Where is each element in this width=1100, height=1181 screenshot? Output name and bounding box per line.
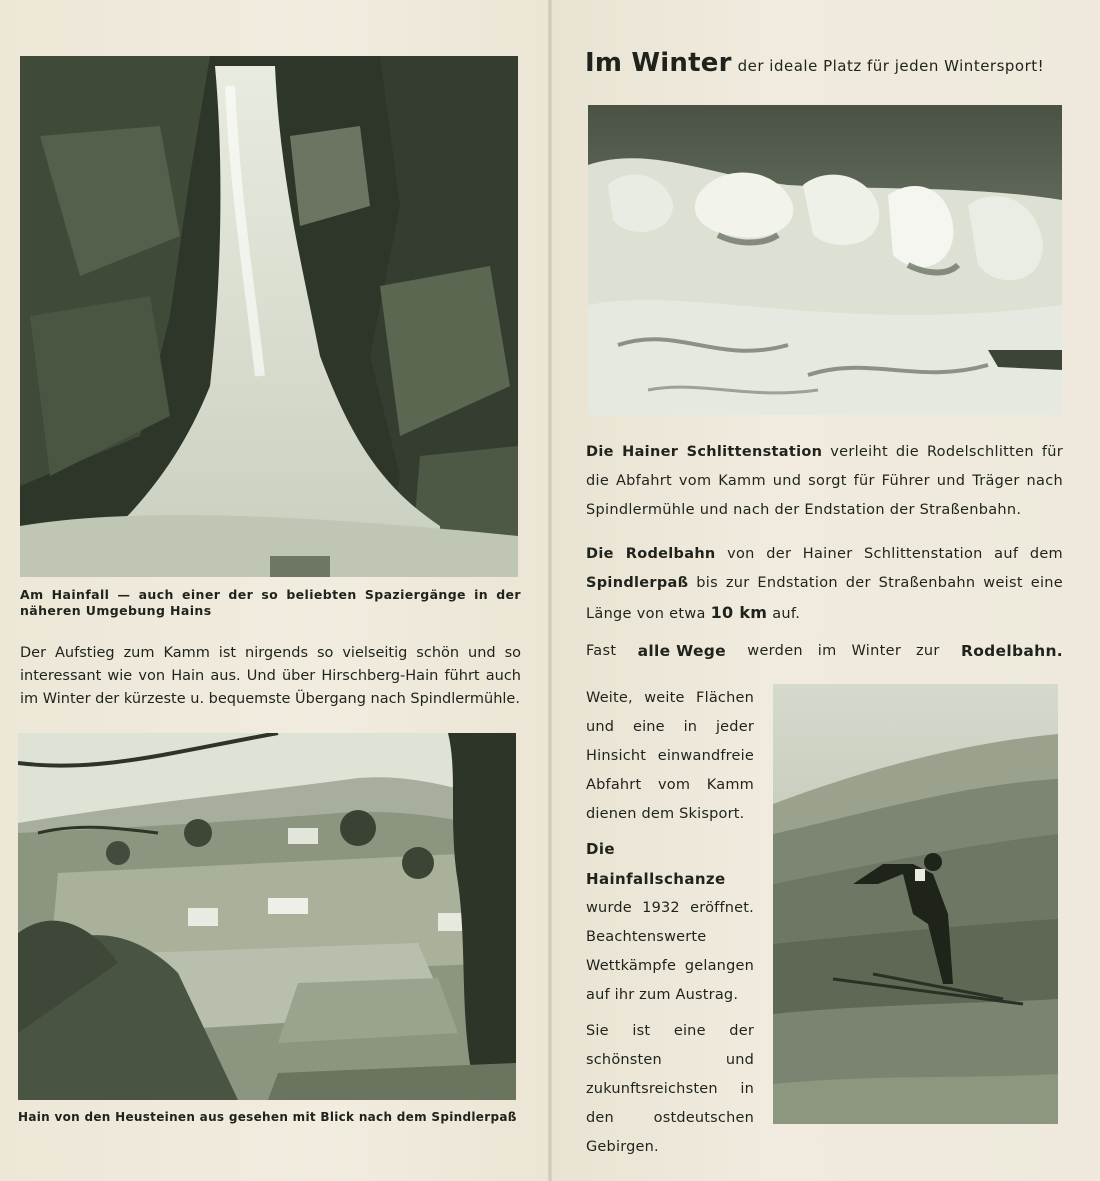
rodelbahn-text-2: bis zur Endstation der Straßenbahn weist eine Länge von etwa xyxy=(586,575,1063,622)
rodelbahn-text-1: von der Hainer Schlittenstation auf dem xyxy=(727,546,1063,562)
page-title xyxy=(585,48,1065,78)
village-caption: Hain von den Heusteinen aus gesehen mit Blick nach dem Spindlerpaß xyxy=(18,1110,517,1124)
skisport-paragraph: Weite, weite Flächen und eine in jeder Hinsicht einwandfreie Abfahrt vom Kamm dienen dem Skisport. xyxy=(586,690,754,822)
schlittenstation-paragraph xyxy=(586,438,1063,525)
waterfall-caption: Am Hainfall — auch einer der so beliebten Spaziergänge in der näheren Umgebung Hains xyxy=(20,587,521,618)
wege-bold-1: alle Wege xyxy=(637,642,726,660)
schlittenstation-heading: Die Hainer Schlittenstation xyxy=(586,444,823,460)
rodelbahn-heading: Die Rodelbahn xyxy=(586,546,716,562)
wege-bold-2: Rodelbahn. xyxy=(960,642,1063,660)
ski-jumper-photo xyxy=(773,684,1058,1124)
waterfall-photo xyxy=(20,56,518,577)
rodelbahn-paragraph xyxy=(586,540,1063,629)
wege-paragraph xyxy=(586,637,1063,666)
page-fold xyxy=(548,0,552,1181)
snow-landscape-photo xyxy=(588,105,1062,415)
wege-text-1: Fast xyxy=(586,643,617,659)
title-rest: der ideale Platz für jeden Wintersport! xyxy=(737,57,1045,75)
schanze-heading: Die Hainfallschanze xyxy=(586,840,726,888)
schanze-text: wurde 1932 eröffnet. Beachtenswerte Wettkämpfe gelangen auf ihr zum Austrag. xyxy=(586,900,754,1003)
title-bold: Im Winter xyxy=(585,48,732,78)
closing-paragraph: Sie ist eine der schönsten und zukunftsreichsten in den ostdeutschen Gebirgen. xyxy=(586,1023,754,1155)
intro-paragraph: Der Aufstieg zum Kamm ist nirgends so vielseitig schön und so interessant wie von Hain aus. Und über Hirschberg-Hain führt auch im Winter der kürzeste u. bequemste Übergang nach Spindlermühle. xyxy=(20,645,521,707)
wege-text-2: werden im Winter zur xyxy=(747,643,940,659)
distance-label: 10 km xyxy=(710,603,768,622)
schlittenstation-text: verleiht die Rodelschlitten für die Abfahrt vom Kamm und sorgt für Führer und Träger nach Spindlermühle und nach der Endstation der Straßenbahn. xyxy=(586,444,1063,518)
village-photo xyxy=(18,733,516,1100)
spindlerpass-label: Spindlerpaß xyxy=(586,575,689,591)
rodelbahn-text-3: auf. xyxy=(772,606,801,622)
schanze-block xyxy=(586,834,754,1010)
